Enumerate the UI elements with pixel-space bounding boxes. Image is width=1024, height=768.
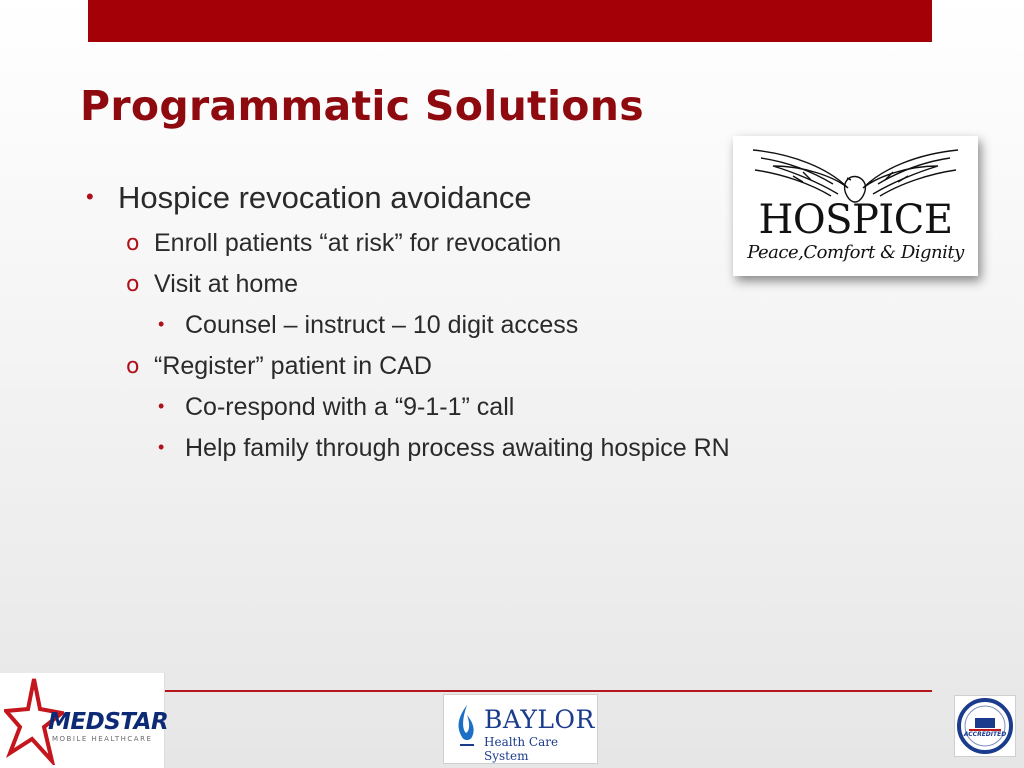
bullet-marker: o [126, 231, 140, 256]
footer-divider [165, 690, 932, 692]
bullet-marker: • [86, 184, 94, 209]
bullet-text: Hospice revocation avoidance [118, 180, 532, 215]
bullet-item [126, 229, 561, 258]
bullet-item [126, 352, 432, 381]
bullet-marker: o [126, 272, 140, 297]
baylor-logo [443, 694, 598, 764]
bullet-text: Counsel – instruct – 10 digit access [185, 311, 579, 339]
bullet-item [86, 180, 532, 216]
medstar-logo-word: MEDSTAR [48, 709, 169, 735]
hospice-logo-word: HOSPICE [758, 197, 953, 243]
medstar-logo [0, 673, 169, 768]
accreditation-badge [954, 695, 1016, 757]
hospice-logo-tagline: Peace,Comfort & Dignity [747, 242, 964, 263]
baylor-logo-subtitle: Health Care System [484, 735, 559, 763]
bullet-text: Help family through process awaiting hospice RN [185, 434, 730, 462]
bullet-marker: • [158, 396, 165, 416]
bullet-marker: • [158, 437, 165, 457]
bullet-marker: • [158, 314, 165, 334]
bullet-item [158, 311, 578, 340]
bullet-text: Enroll patients “at risk” for revocation [154, 229, 562, 257]
bullet-text: Co-respond with a “9-1-1” call [185, 393, 515, 421]
seal-icon [955, 696, 1015, 756]
top-accent-bar [88, 0, 932, 42]
flame-icon [454, 703, 480, 751]
accreditation-badge-text: ACCREDITED [963, 731, 1007, 738]
bullet-text: Visit at home [154, 270, 299, 298]
baylor-logo-word: BAYLOR [484, 705, 595, 734]
bullet-item [158, 434, 730, 463]
slide-title: Programmatic Solutions [80, 82, 644, 130]
bullet-marker: o [126, 354, 140, 379]
bullet-text: “Register” patient in CAD [154, 352, 432, 380]
medstar-logo-subtitle: MOBILE HEALTHCARE [52, 735, 153, 743]
bullet-item [126, 270, 298, 299]
hospice-logo-image [733, 136, 978, 276]
bullet-item [158, 393, 514, 422]
